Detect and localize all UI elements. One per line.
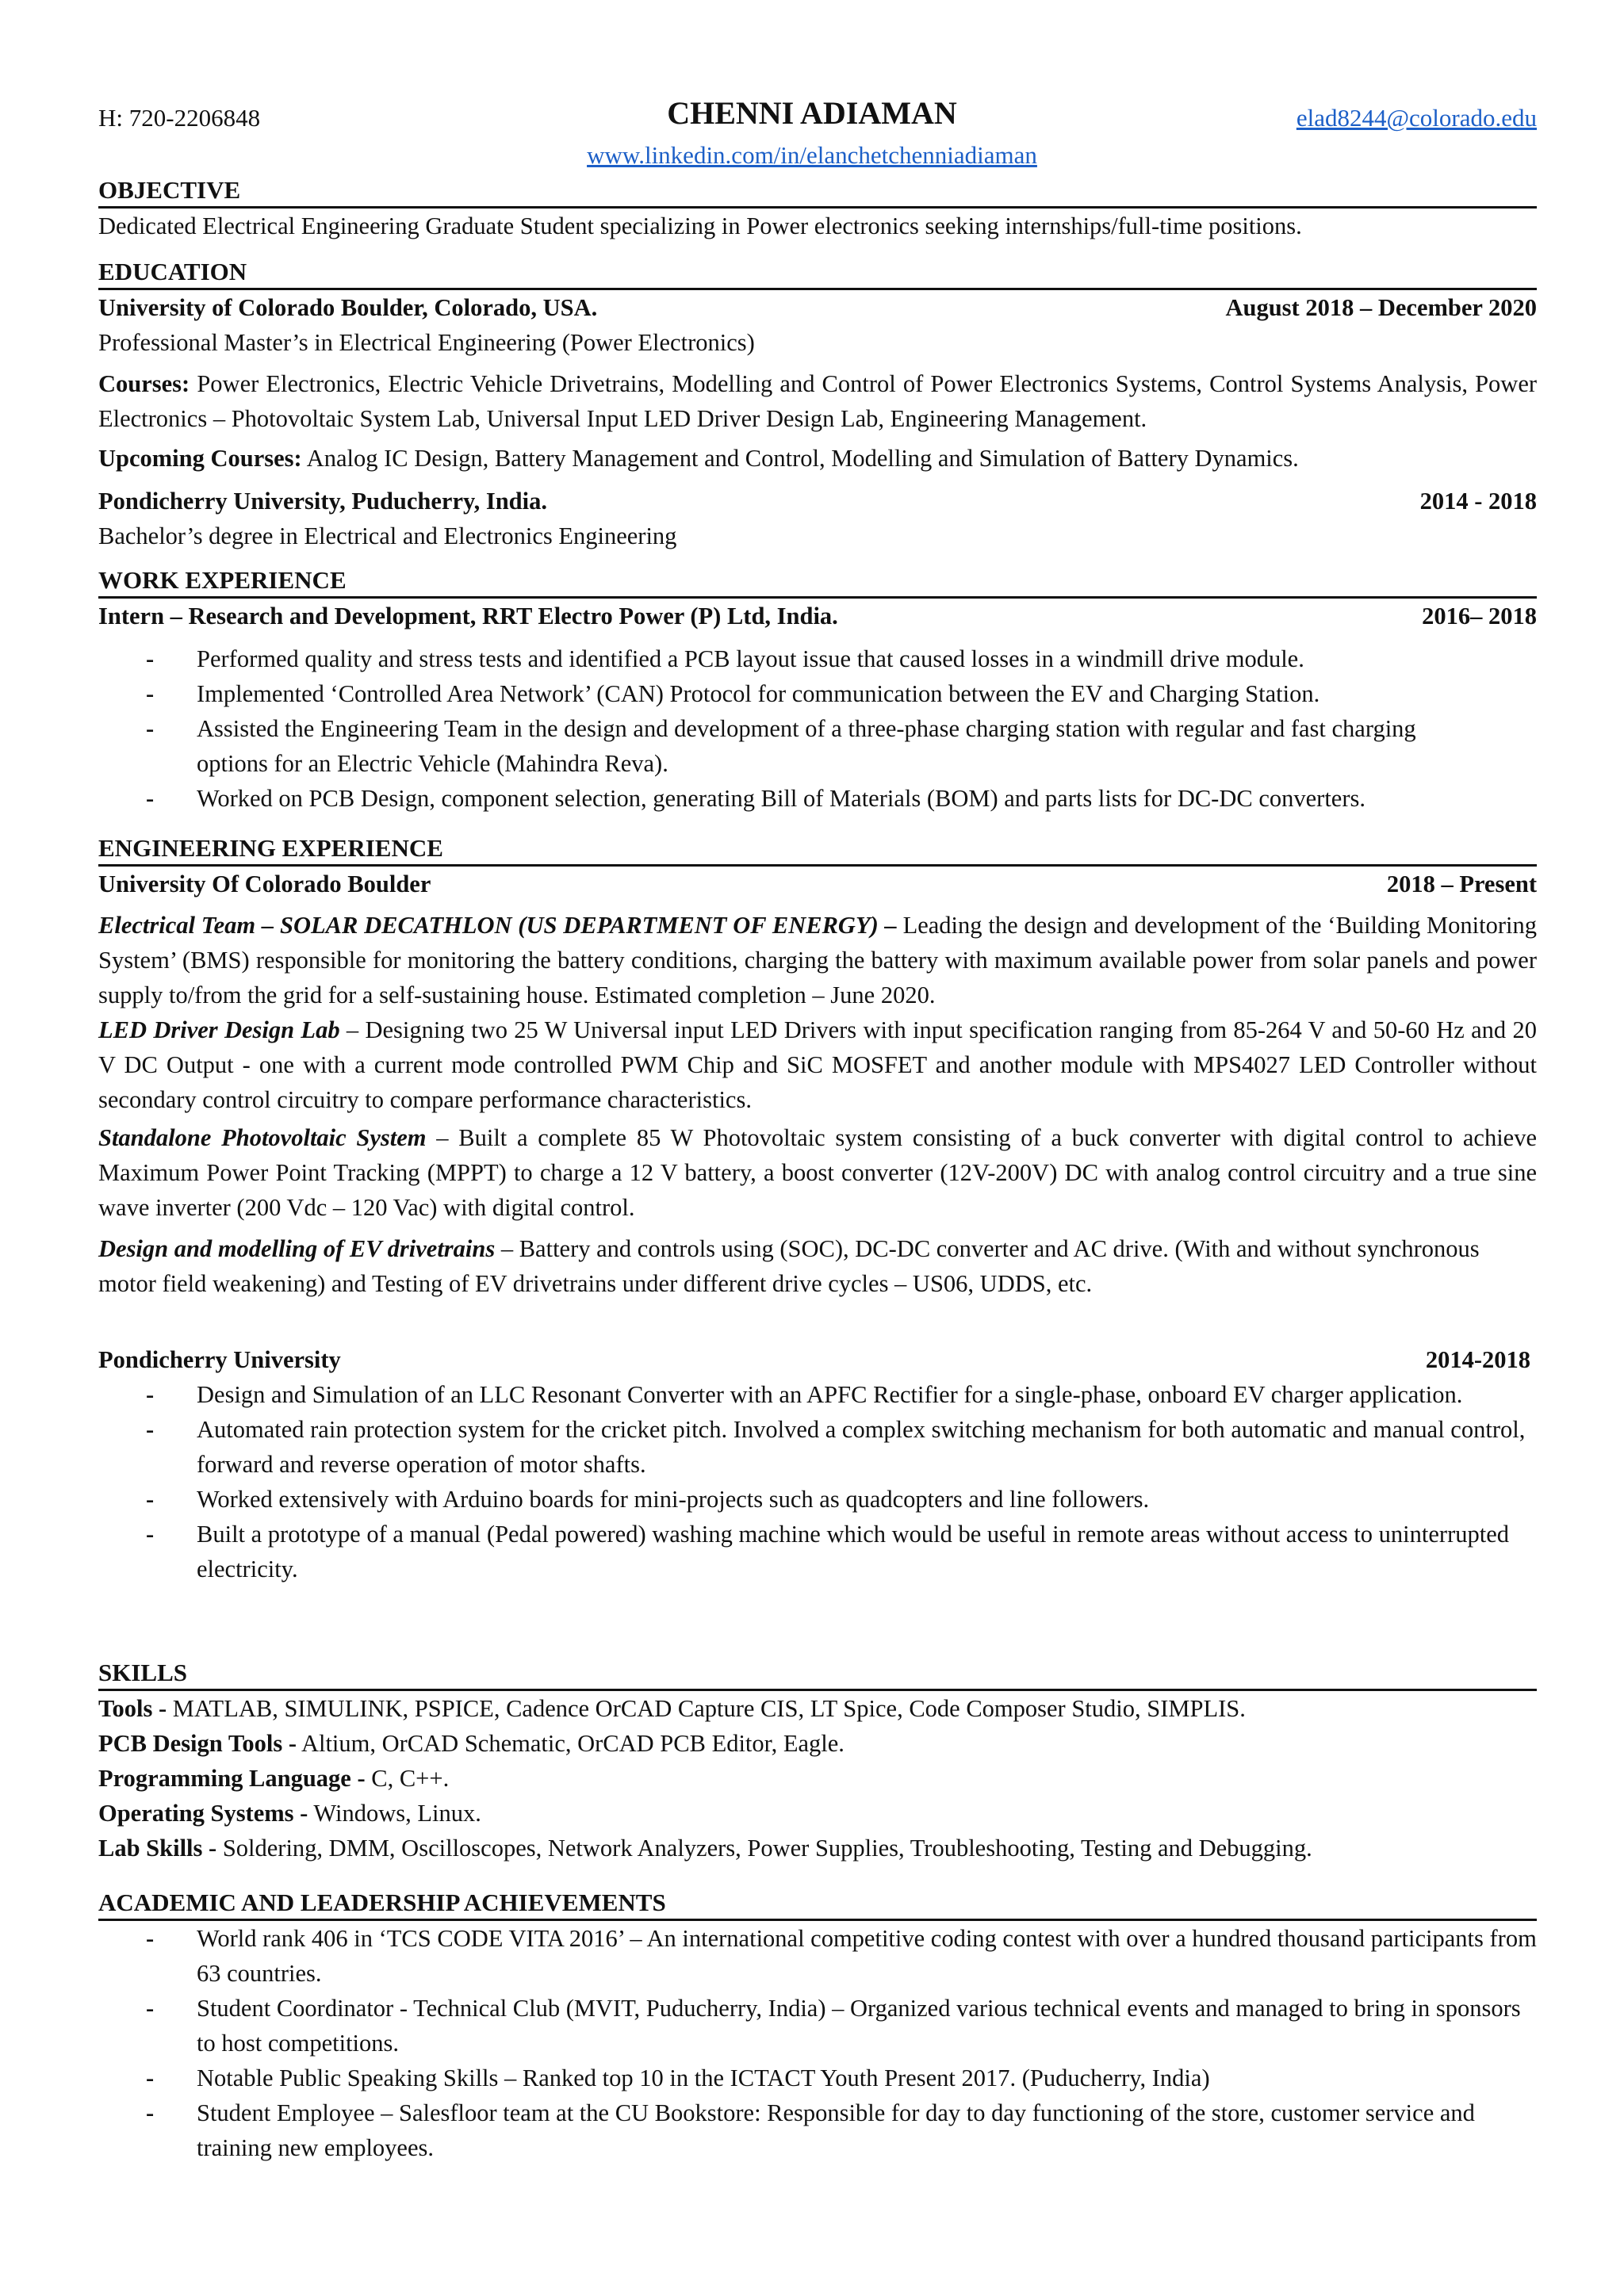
engineering-org: University Of Colorado Boulder [98,871,431,897]
education-entry-header [98,290,1537,325]
work-bullets [98,641,1537,816]
section-heading-engineering: ENGINEERING EXPERIENCE [98,832,1537,867]
list-item: - Student Coordinator - Technical Club (MVIT, Puducherry, India) – Organized various technical events and managed to bring in sponsors to host competitions. [98,1991,1537,2061]
school-name: University of Colorado Boulder, Colorado, USA. [98,294,598,321]
list-item: - Worked extensively with Arduino boards for mini-projects such as quadcopters and line followers. [98,1482,1537,1517]
upcoming-courses-text: Analog IC Design, Battery Management and Control, Modelling and Simulation of Battery Dynamics. [306,445,1299,472]
bullet-dash: - [146,680,155,707]
achievements-section [98,1887,1537,2165]
project-text: – Built a complete 85 W Photovoltaic system consisting of a buck converter with digital control to achieve Maximum Power Point Tracking (MPPT) to charge a 12 V battery, a boost converter (12V-200V) DC with analog control circuitry and a true sine wave inverter (200 Vdc – 120 Vac) with digital control. [98,1124,1538,1221]
list-item: - Student Employee – Salesfloor team at the CU Bookstore: Responsible for day to day functioning of the store, customer service and training new employees. [98,2095,1537,2165]
bullet-dash: - [146,2064,155,2091]
objective-text: Dedicated Electrical Engineering Graduate Student specializing in Power electronics seeking internships/full-time positions. [98,212,1302,239]
list-item: - Performed quality and stress tests and identified a PCB layout issue that caused losses in a windmill drive module. [98,641,1537,676]
linkedin-line [0,137,1624,173]
list-item: - Notable Public Speaking Skills – Ranked top 10 in the ICTACT Youth Present 2017. (Puducherry, India) [98,2061,1537,2095]
bullet-dash: - [146,1416,155,1443]
work-role: Intern – Research and Development, RRT Electro Power (P) Ltd, India. [98,603,838,629]
engineering-entry-header [98,1342,1537,1377]
email-link[interactable]: elad8244@colorado.edu [1296,104,1537,132]
education-dates: August 2018 – December 2020 [1225,294,1537,321]
work-section [98,564,1537,816]
phone-number: H: 720-2206848 [98,104,261,132]
upcoming-courses [98,441,1537,476]
skill-line: Tools - MATLAB, SIMULINK, PSPICE, Cadence OrCAD Capture CIS, LT Spice, Code Composer Studio, SIMPLIS. [98,1695,1246,1722]
section-heading-education: EDUCATION [98,256,1537,290]
list-item: - Automated rain protection system for the cricket pitch. Involved a complex switching mechanism for both automatic and manual control, forward and reverse operation of motor shafts. [98,1412,1537,1482]
bullet-dash: - [146,1925,155,1952]
project-name: Design and modelling of EV drivetrains [98,1235,496,1262]
achievements-bullets [98,1921,1537,2165]
project-name: Standalone Photovoltaic System [98,1124,427,1151]
project-text: – Battery and controls using (SOC), DC-DC converter and AC drive. (With and without synchronous motor field weakening) and Testing of EV drivetrains under different drive cycles – US06, UDDS, etc. [98,1235,1480,1297]
linkedin-link[interactable]: www.linkedin.com/in/elanchetchenniadiaman [587,141,1037,169]
skill-line: Operating Systems - Windows, Linux. [98,1800,481,1827]
project-item [98,1012,1537,1117]
bullet-dash: - [146,1486,155,1513]
courses-text: Power Electronics, Electric Vehicle Drivetrains, Modelling and Control of Power Electronics Systems, Control Systems Analysis, Power Electronics – Photovoltaic System Lab, Universal Input LED Driver Design Lab, Engineering Management. [98,370,1538,432]
bullet-dash: - [146,1995,155,2022]
work-entry-header [98,599,1537,633]
list-item: - Assisted the Engineering Team in the design and development of a three-phase charging station with regular and fast charging options for an Electric Vehicle (Mahindra Reva). [98,711,1537,781]
project-item [98,1231,1537,1301]
bullet-dash: - [146,785,155,812]
project-text: – Designing two 25 W Universal input LED Drivers with input specification ranging from 85-264 V and 50-60 Hz and 20 V DC Output - one with a current mode controlled PWM Chip and SiC MOSFET and another module with MPS4027 LED Controller without secondary control circuitry to compare performance characteristics. [98,1016,1537,1113]
project-item [98,1120,1537,1225]
section-heading-skills: SKILLS [98,1657,1537,1691]
degree: Bachelor’s degree in Electrical and Electronics Engineering [98,522,677,549]
engineering-org: Pondicherry University [98,1346,341,1373]
skill-line: PCB Design Tools - Altium, OrCAD Schematic, OrCAD PCB Editor, Eagle. [98,1730,845,1757]
skill-line: Lab Skills - Soldering, DMM, Oscilloscopes, Network Analyzers, Power Supplies, Troubleshooting, Testing and Debugging. [98,1835,1312,1862]
bullet-dash: - [146,1521,155,1548]
school-name: Pondicherry University, Puducherry, India. [98,488,547,515]
work-dates: 2016– 2018 [1422,603,1537,629]
skills-section [98,1657,1537,1866]
courses [98,366,1537,436]
list-item: - Implemented ‘Controlled Area Network’ (CAN) Protocol for communication between the EV and Charging Station. [98,676,1537,711]
project-name: LED Driver Design Lab [98,1016,340,1043]
skill-line: Programming Language - C, C++. [98,1765,450,1792]
list-item: - Worked on PCB Design, component selection, generating Bill of Materials (BOM) and parts lists for DC-DC converters. [98,781,1537,816]
degree: Professional Master’s in Electrical Engineering (Power Electronics) [98,329,755,356]
list-item: - Design and Simulation of an LLC Resonant Converter with an APFC Rectifier for a single-phase, onboard EV charger application. [98,1377,1537,1412]
section-heading-achievements: ACADEMIC AND LEADERSHIP ACHIEVEMENTS [98,1887,1537,1921]
project-text: Leading the design and development of the ‘Building Monitoring System’ (BMS) responsible for monitoring the battery conditions, charging the battery with maximum available power from solar panels and power supply to/from the grid for a self-sustaining house. Estimated completion – June 2020. [98,912,1537,1008]
project-name: Electrical Team – SOLAR DECATHLON (US DEPARTMENT OF ENERGY) – [98,912,897,939]
education-section [98,256,1537,553]
bullet-dash: - [146,2099,155,2126]
engineering-dates: 2018 – Present [1386,871,1537,897]
candidate-name: CHENNI ADIAMAN [667,95,957,131]
courses-label: Courses: [98,370,190,397]
bullet-dash: - [146,715,155,742]
list-item: - Built a prototype of a manual (Pedal powered) washing machine which would be useful in remote areas without access to uninterrupted electricity. [98,1517,1537,1586]
education-entry-header [98,484,1537,519]
education-dates: 2014 - 2018 [1419,488,1537,515]
engineering-entry-header [98,867,1537,901]
section-heading-objective: OBJECTIVE [98,174,1537,209]
bullet-dash: - [146,1381,155,1408]
objective-section [98,174,1537,243]
engineering-bullets [98,1377,1537,1586]
upcoming-courses-label: Upcoming Courses: [98,445,302,472]
list-item: - World rank 406 in ‘TCS CODE VITA 2016’ – An international competitive coding contest with over a hundred thousand participants from 63 countries. [98,1921,1537,1991]
section-heading-work: WORK EXPERIENCE [98,564,1537,599]
engineering-section [98,832,1537,1586]
bullet-dash: - [146,645,155,672]
project-item [98,908,1537,1012]
engineering-dates: 2014-2018 [1425,1346,1530,1373]
